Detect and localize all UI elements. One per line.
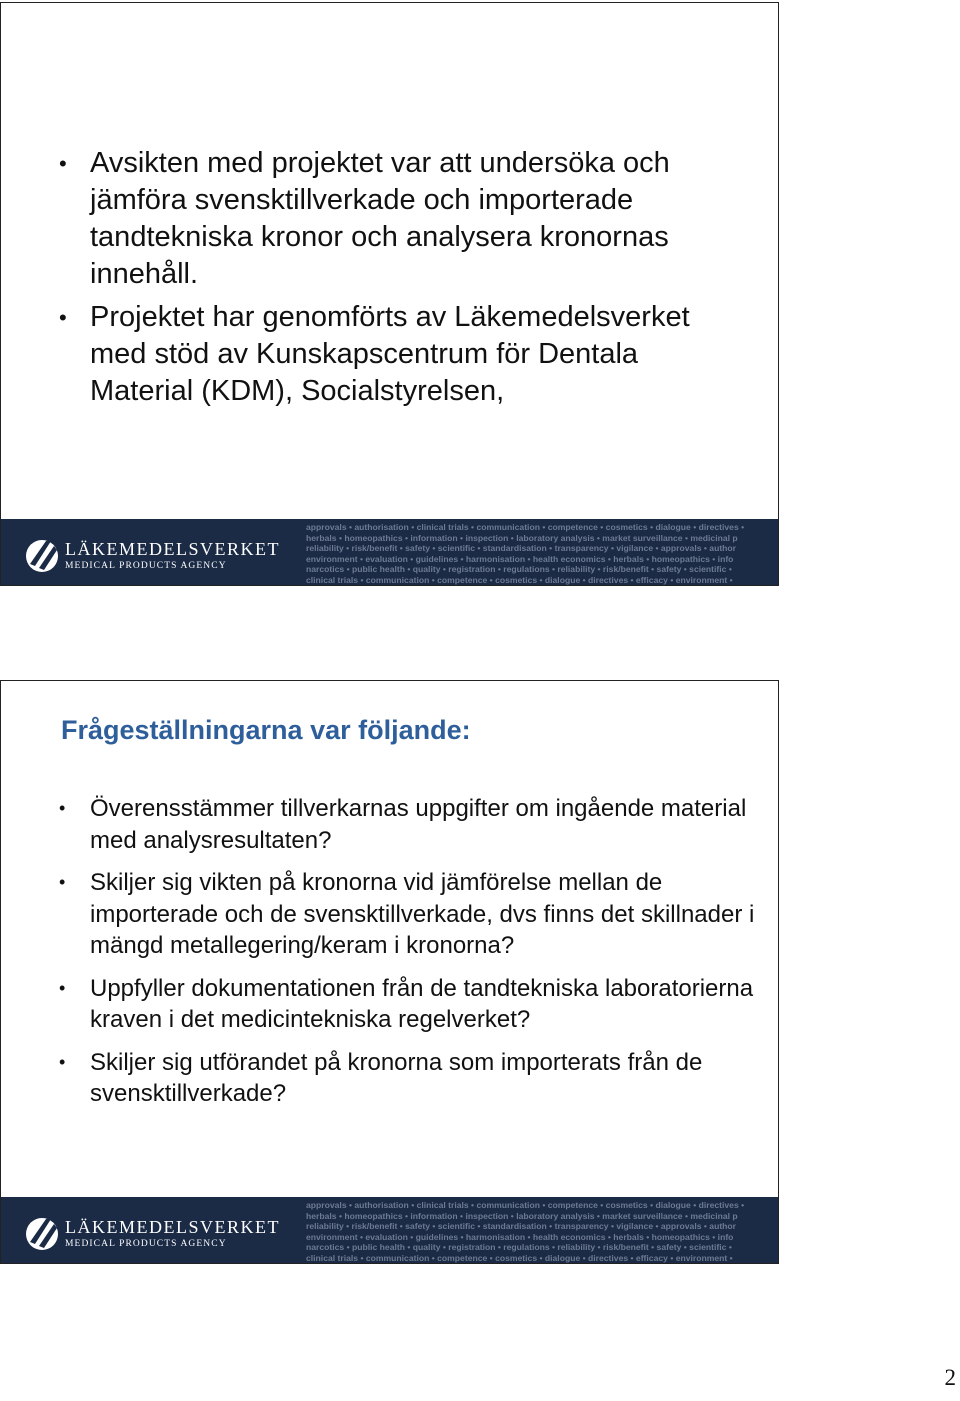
bullet-item: • Skiljer sig utförandet på kronorna som importerats från de svensktillverkade? (59, 1047, 759, 1110)
keyword-line: reliability • risk/benefit • safety • scientific • standardisation • transparency • vigilance • approvals • author (306, 543, 737, 554)
slide-2-bullet-list (59, 793, 759, 1121)
logo-name: LÄKEMEDELSVERKET (65, 1217, 280, 1237)
logo-subtitle: MEDICAL PRODUCTS AGENCY (65, 1239, 227, 1249)
bullet-item: • Uppfyller dokumentationen från de tandtekniska laboratorierna kraven i det medicintekniska regelverket? (59, 973, 759, 1036)
slide-2 (0, 680, 779, 1264)
bullet-item: • Skiljer sig vikten på kronorna vid jämförelse mellan de importerade och de svensktillverkade, dvs finns det skillnader i mängd metallegering/keram i kronorna? (59, 867, 759, 962)
slide-1-bullet-list (59, 145, 749, 416)
slide-title: Frågeställningarna var följande: (61, 715, 471, 745)
bullet-item: • Projektet har genomförts av Läkemedelsverket med stöd av Kunskapscentrum för Dentala Material (KDM), Socialstyrelsen, (59, 299, 749, 410)
keyword-line: environment • evaluation • guidelines • harmonisation • health economics • herbals • homeopathics • info (306, 553, 734, 564)
keyword-line: narcotics • public health • quality • registration • regulations • reliability • risk/benefit • safety • scientific • (306, 564, 732, 575)
keyword-line: herbals • homeopathics • information • inspection • laboratory analysis • market surveillance • medicinal p (306, 1210, 738, 1221)
keyword-banner (306, 522, 776, 585)
keyword-line: narcotics • public health • quality • registration • regulations • reliability • risk/benefit • safety • scientific • (306, 1242, 732, 1253)
logo (25, 537, 280, 577)
lakemedelsverket-logo-icon (25, 1215, 61, 1253)
slide-1 (0, 2, 779, 586)
logo-name: LÄKEMEDELSVERKET (65, 539, 280, 559)
bullet-item: • Avsikten med projektet var att undersöka och jämföra svensktillverkade och importerade tandtekniska kronor och analysera kronornas innehåll. (59, 145, 749, 293)
keyword-line: environment • evaluation • guidelines • harmonisation • health economics • herbals • homeopathics • info (306, 1231, 734, 1242)
logo-subtitle: MEDICAL PRODUCTS AGENCY (65, 561, 227, 571)
keyword-line: clinical trials • communication • competence • cosmetics • dialogue • directives • efficacy • environment • (306, 574, 733, 585)
bullet-item: • Överensstämmer tillverkarnas uppgifter om ingående material med analysresultaten? (59, 793, 759, 856)
keyword-line: clinical trials • communication • competence • cosmetics • dialogue • directives • efficacy • environment • (306, 1252, 733, 1263)
logo (25, 1215, 280, 1255)
page-number: 2 (944, 1365, 956, 1390)
keyword-banner (306, 1200, 776, 1263)
slide-footer (1, 1197, 778, 1263)
keyword-line: approvals • authorisation • clinical trials • communication • competence • cosmetics • dialogue • directives • (306, 522, 745, 532)
keyword-line: reliability • risk/benefit • safety • scientific • standardisation • transparency • vigilance • approvals • author (306, 1221, 737, 1232)
lakemedelsverket-logo-icon (25, 537, 61, 575)
keyword-line: approvals • authorisation • clinical trials • communication • competence • cosmetics • dialogue • directives • (306, 1200, 745, 1210)
keyword-line: herbals • homeopathics • information • inspection • laboratory analysis • market surveillance • medicinal p (306, 532, 738, 543)
slide-footer (1, 519, 778, 585)
